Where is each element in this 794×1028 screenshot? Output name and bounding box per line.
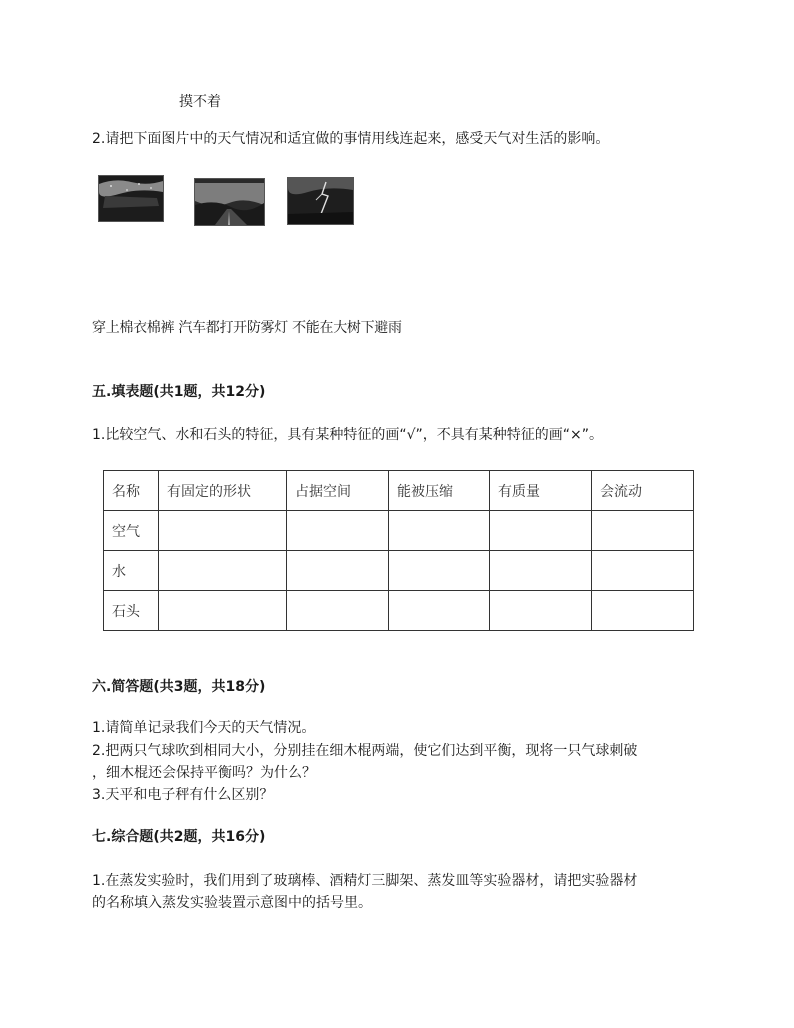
header-cell: 会流动 [592, 471, 694, 511]
row-label: 水 [104, 551, 159, 591]
snow-scene-photo [98, 175, 164, 222]
answer-cell[interactable] [389, 551, 490, 591]
table-row [104, 511, 694, 551]
section-5-question-1: 1.比较空气、水和石头的特征，具有某种特征的画“√”，不具有某种特征的画“×”。 [92, 427, 604, 443]
section-7-title: 七.综合题(共2题，共16分) [92, 829, 266, 845]
intro-fragment: 摸不着 [179, 94, 221, 110]
question-2-prompt: 2.请把下面图片中的天气情况和适宜做的事情用线连起来，感受天气对生活的影响。 [92, 131, 610, 147]
answer-cell[interactable] [389, 511, 490, 551]
fog-road-photo [194, 178, 265, 226]
header-cell: 有质量 [490, 471, 592, 511]
row-label: 石头 [104, 591, 159, 631]
section-6-title: 六.简答题(共3题，共18分) [92, 679, 266, 695]
answer-cell[interactable] [287, 511, 389, 551]
answer-cell[interactable] [592, 551, 694, 591]
answer-cell[interactable] [592, 511, 694, 551]
section-5-title: 五.填表题(共1题，共12分) [92, 384, 266, 400]
answer-cell[interactable] [592, 591, 694, 631]
header-cell: 有固定的形状 [159, 471, 287, 511]
row-label: 空气 [104, 511, 159, 551]
header-cell: 占据空间 [287, 471, 389, 511]
answer-cell[interactable] [490, 511, 592, 551]
header-cell: 能被压缩 [389, 471, 490, 511]
answer-cell[interactable] [389, 591, 490, 631]
section-6-question-2-line-2: ，细木棍还会保持平衡吗？为什么？ [92, 765, 316, 781]
answer-cell[interactable] [159, 551, 287, 591]
section-6-question-3: 3.天平和电子秤有什么区别？ [92, 787, 274, 803]
section-7-question-1-line-1: 1.在蒸发实验时，我们用到了玻璃棒、酒精灯三脚架、蒸发皿等实验器材，请把实验器材 [92, 873, 638, 889]
feature-comparison-table [103, 470, 694, 631]
table-row [104, 551, 694, 591]
table-header-row [104, 471, 694, 511]
answer-cell[interactable] [490, 551, 592, 591]
table-row [104, 591, 694, 631]
answer-cell[interactable] [287, 551, 389, 591]
question-2-options: 穿上棉衣棉裤 汽车都打开防雾灯 不能在大树下避雨 [92, 320, 402, 336]
section-6-question-1: 1.请简单记录我们今天的天气情况。 [92, 720, 316, 736]
section-6-question-2-line-1: 2.把两只气球吹到相同大小，分别挂在细木棍两端，使它们达到平衡，现将一只气球刺破 [92, 743, 638, 759]
answer-cell[interactable] [159, 511, 287, 551]
answer-cell[interactable] [159, 591, 287, 631]
header-cell: 名称 [104, 471, 159, 511]
section-7-question-1-line-2: 的名称填入蒸发实验装置示意图中的括号里。 [92, 895, 372, 911]
answer-cell[interactable] [490, 591, 592, 631]
answer-cell[interactable] [287, 591, 389, 631]
lightning-storm-photo [287, 177, 354, 225]
